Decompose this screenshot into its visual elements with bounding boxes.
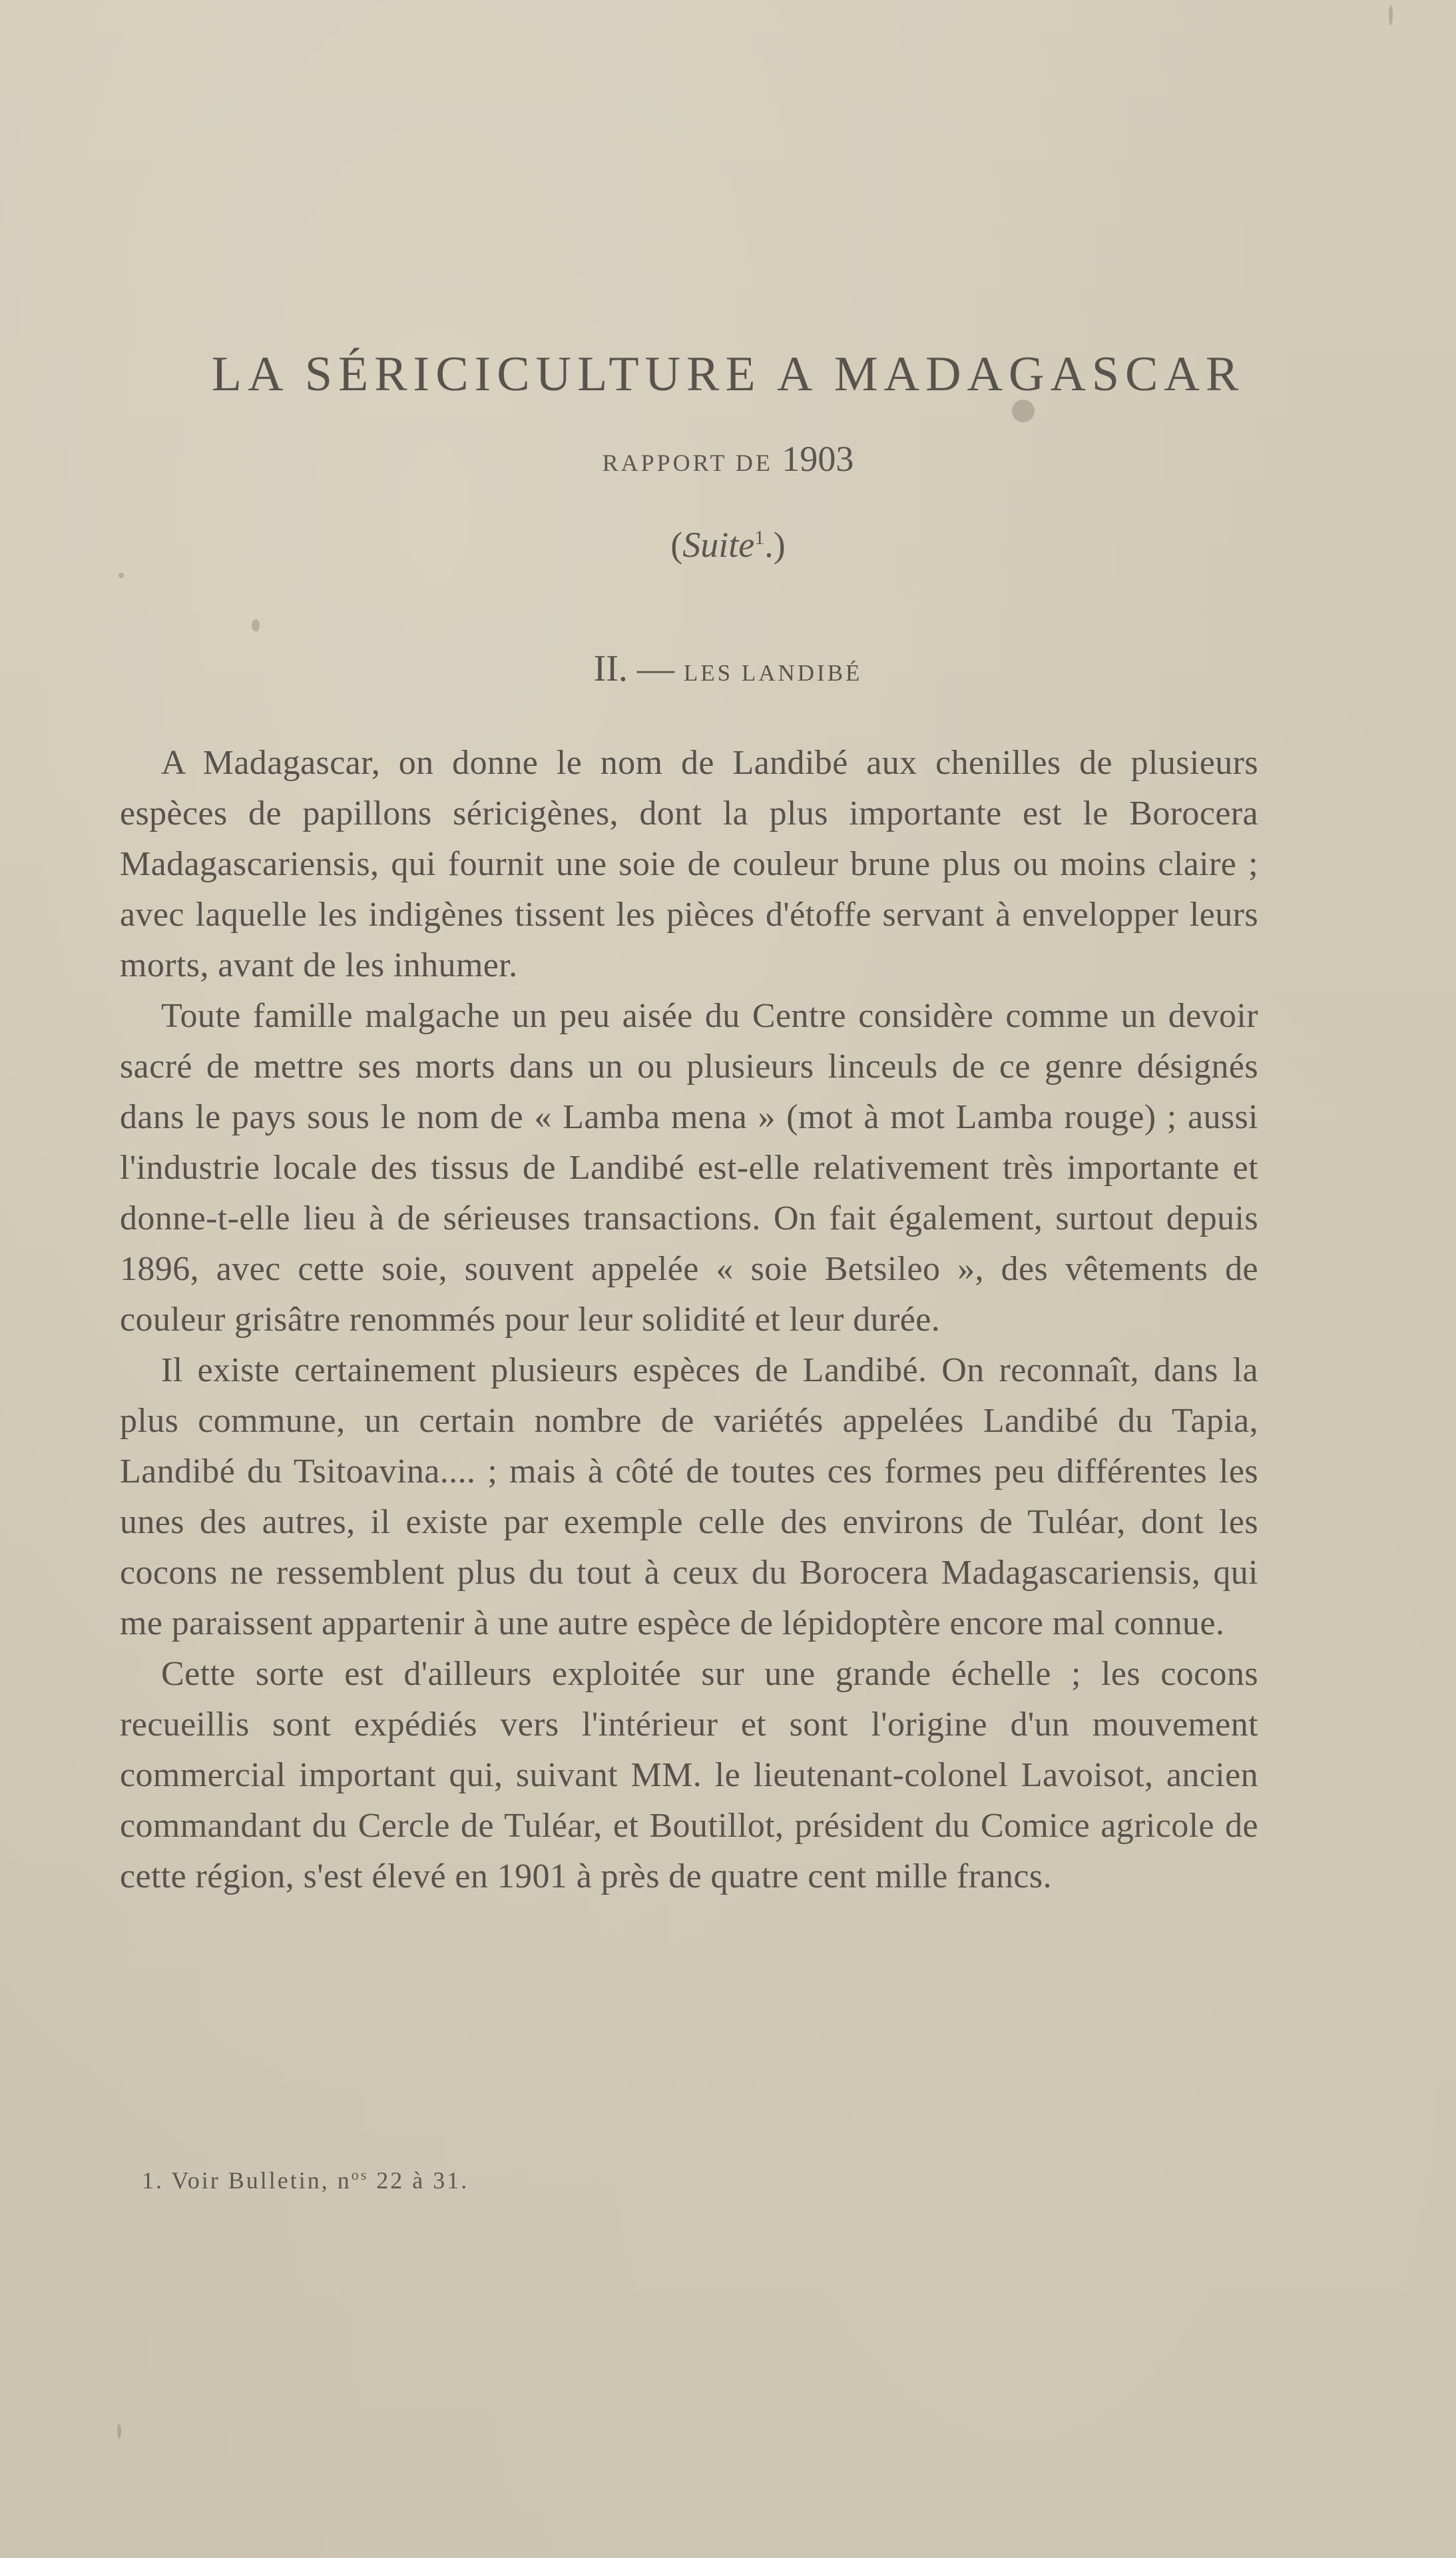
paper-speck	[1012, 400, 1035, 422]
paragraph: A Madagascar, on donne le nom de Landibé aux chenilles de plusieurs espèces de papillons séricigènes, dont la plus importante est le Borocera Madagascariensis, qui fournit une soie de couleur brune plus ou moins claire ; avec laquelle les indigènes tissent les pièces d'étoffe servant à envelopper leurs morts, avant de les inhumer.	[120, 744, 1258, 984]
subtitle-prefix: RAPPORT DE	[602, 450, 773, 476]
subtitle-year: 1903	[782, 439, 854, 479]
paper-speck	[117, 2424, 121, 2439]
suite-close: .)	[764, 525, 786, 565]
footnote-text-after: 22 à 31.	[368, 2167, 469, 2194]
footnote	[142, 2166, 469, 2194]
footnote-text-before: 1. Voir Bulletin, n	[142, 2167, 352, 2194]
paper-speck	[252, 619, 260, 631]
footnote-superscript: os	[351, 2166, 369, 2183]
suite-open: (	[670, 525, 683, 565]
suite-word: Suite	[682, 525, 755, 565]
paragraph: Cette sorte est d'ailleurs exploitée sur une grande échelle ; les cocons recueillis sont expédiés vers l'intérieur et sont l'origine d'un mouvement commercial important qui, suivant MM. le lieutenant-colonel Lavoisot, ancien commandant du Cercle de Tuléar, et Boutillot, président du Comice agricole de cette région, s'est élevé en 1901 à près de quatre cent mille francs.	[120, 1655, 1258, 1895]
paragraph: Toute famille malgache un peu aisée du Centre considère comme un devoir sacré de mettre ses morts dans un ou plusieurs linceuls de ce genre désignés dans le pays sous le nom de « Lamba mena » (mot à mot Lamba rouge) ; aussi l'industrie locale des tissus de Landibé est-elle relativement très importante et donne-t-elle lieu à de sérieuses transactions. On fait également, surtout depuis 1896, avec cette soie, souvent appelée « soie Betsileo », des vêtements de couleur grisâtre renommés pour leur solidité et leur durée.	[120, 997, 1258, 1339]
footnote-marker: 1	[754, 527, 765, 549]
paper-speck	[119, 573, 124, 578]
section-heading	[0, 647, 1456, 690]
paragraph: Il existe certainement plusieurs espèces de Landibé. On reconnaît, dans la plus commune, un certain nombre de variétés appelées Landibé du Tapia, Landibé du Tsitoavina.... ; mais à côté de toutes ces formes peu différentes les unes des autres, il existe par exemple celle des environs de Tuléar, dont les cocons ne ressemblent plus du tout à ceux du Borocera Madagascariensis, qui me paraissent appartenir à une autre espèce de lépidoptère encore mal connue.	[120, 1351, 1258, 1642]
section-title: LES LANDIBÉ	[683, 660, 863, 686]
body-text	[120, 738, 1258, 1902]
paper-speck	[1389, 5, 1393, 25]
report-subtitle	[0, 438, 1456, 480]
continuation-note	[0, 524, 1456, 565]
article-title: LA SÉRICICULTURE A MADAGASCAR	[211, 347, 1245, 402]
section-numeral: II. —	[593, 648, 674, 689]
